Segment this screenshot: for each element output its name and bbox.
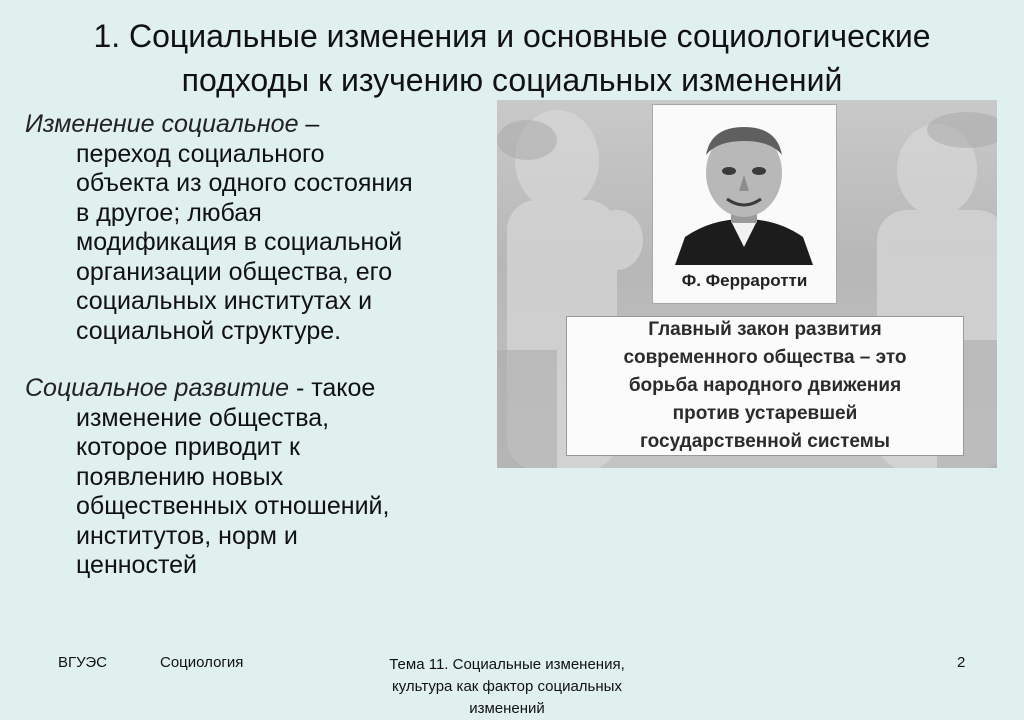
definition-line: общественных отношений, [76, 492, 390, 520]
slide-title-line-2: подходы к изучению социальных изменений [181, 62, 843, 98]
footer-topic-line: изменений [469, 700, 545, 717]
definition-social-change [25, 110, 503, 346]
slide-title-line-1: 1. Социальные изменения и основные социологические [93, 18, 931, 54]
definition-line: которое приводит к [76, 433, 300, 461]
quote-line: борьба народного движения [628, 375, 902, 396]
portrait-card [652, 104, 837, 304]
footer-topic-line: культура как фактор социальных [392, 678, 622, 695]
footer-topic-line: Тема 11. Социальные изменения, [389, 656, 625, 673]
definition-line: объекта из одного состояния [76, 169, 413, 197]
quote-box [566, 316, 964, 456]
quote-line: против устаревшей [672, 403, 858, 424]
footer-subject: Социология [160, 654, 244, 671]
portrait-name: Ф. Ферраротти [681, 271, 808, 290]
definition-line: организации общества, его [76, 257, 393, 286]
definition-line: социальных институтах и [76, 287, 373, 315]
definition-line: переход социального [76, 139, 325, 168]
quote-line: Главный закон развития [648, 319, 882, 340]
definition-dash: – [298, 110, 320, 138]
page-number: 2 [957, 654, 966, 671]
slide-title [0, 14, 1024, 102]
definitions-text [25, 110, 503, 581]
quote-line: современного общества – это [623, 347, 907, 368]
definition-line: появлению новых [76, 462, 284, 491]
definition-dash: - такое [289, 374, 376, 402]
footer-topic [352, 654, 662, 720]
definition-line: институтов, норм и [76, 521, 298, 550]
crowd-photo-panel [497, 100, 997, 468]
definition-line: изменение общества, [76, 403, 330, 432]
definition-line: ценностей [76, 551, 197, 579]
footer-organization: ВГУЭС [58, 654, 107, 671]
definition-line: модификация в социальной [76, 228, 403, 256]
definition-term: Изменение социальное [25, 110, 299, 138]
portrait-photo [671, 115, 817, 265]
definition-social-development [25, 374, 503, 581]
quote-line: государственной системы [639, 431, 890, 452]
definition-line: в другое; любая [76, 198, 262, 227]
definition-term: Социальное развитие [25, 374, 290, 402]
definition-line: социальной структуре. [76, 316, 342, 345]
